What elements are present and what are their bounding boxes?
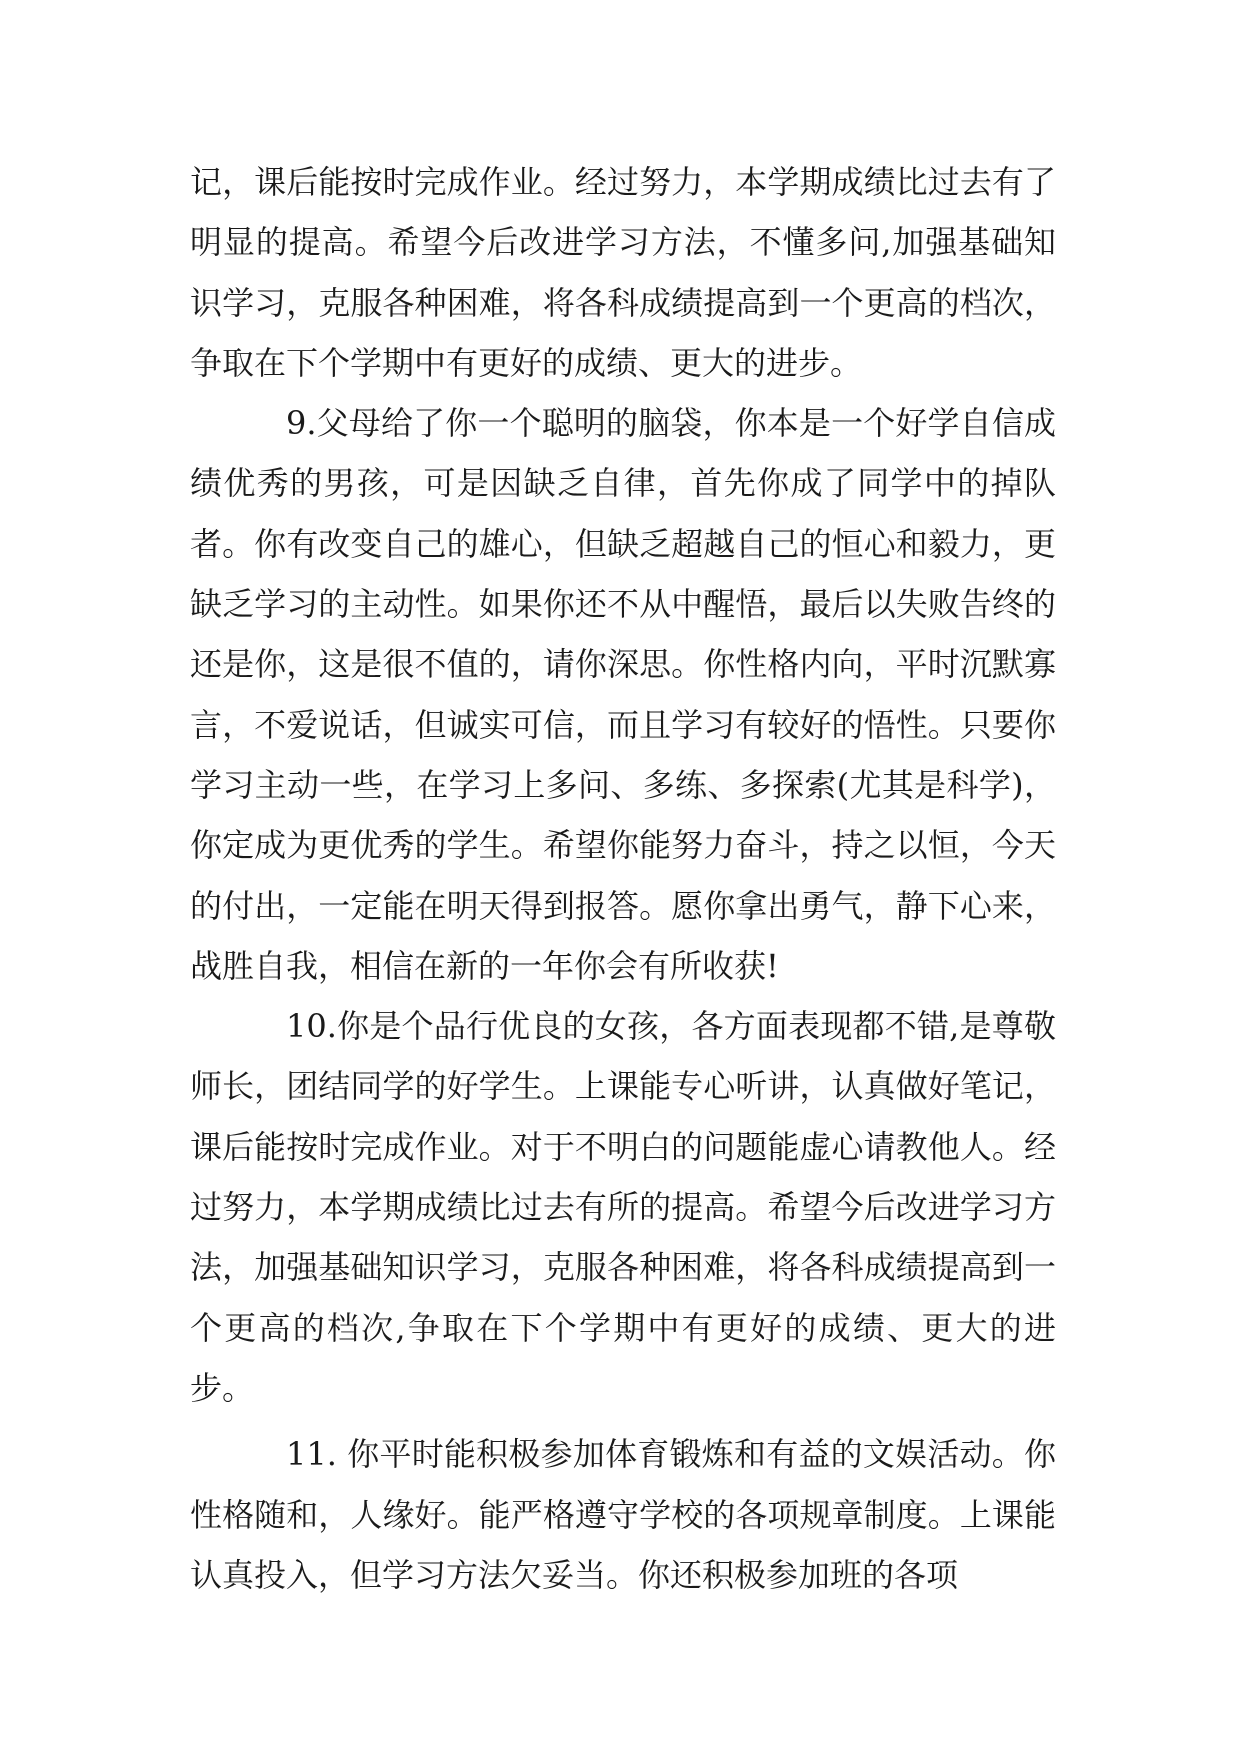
document-body	[190, 152, 1056, 1605]
paragraph-item-11: 11. 你平时能积极参加体育锻炼和有益的文娱活动。你性格随和，人缘好。能严格遵守学校的各项规章制度。上课能认真投入，但学习方法欠妥当。你还积极参加班的各项	[190, 1435, 1056, 1594]
paragraph-continuation: 记，课后能按时完成作业。经过努力，本学期成绩比过去有了明显的提高。希望今后改进学习方法，不懂多问,加强基础知识学习，克服各种困难，将各科成绩提高到一个更高的档次，争取在下个学期中有更好的成绩、更大的进步。	[190, 163, 1056, 382]
paragraph-item-9: 9.父母给了你一个聪明的脑袋，你本是一个好学自信成绩优秀的男孩，可是因缺乏自律，首先你成了同学中的掉队者。你有改变自己的雄心，但缺乏超越自己的恒心和毅力，更缺乏学习的主动性。如果你还不从中醒悟，最后以失败告终的还是你，这是很不值的，请你深思。你性格内向，平时沉默寡言，不爱说话，但诚实可信，而且学习有较好的悟性。只要你学习主动一些，在学习上多问、多练、多探索(尤其是科学)，你定成为更优秀的学生。希望你能努力奋斗，持之以恒，今天的付出，一定能在明天得到报答。愿你拿出勇气，静下心来，战胜自我，相信在新的一年你会有所收获!	[190, 404, 1056, 985]
paragraph-item-10: 10.你是个品行优良的女孩，各方面表现都不错,是尊敬师长，团结同学的好学生。上课能专心听讲，认真做好笔记，课后能按时完成作业。对于不明白的问题能虚心请教他人。经过努力，本学期成绩比过去有所的提高。希望今后改进学习方法，加强基础知识学习，克服各种困难，将各科成绩提高到一个更高的档次,争取在下个学期中有更好的成绩、更大的进步。	[190, 1007, 1056, 1407]
